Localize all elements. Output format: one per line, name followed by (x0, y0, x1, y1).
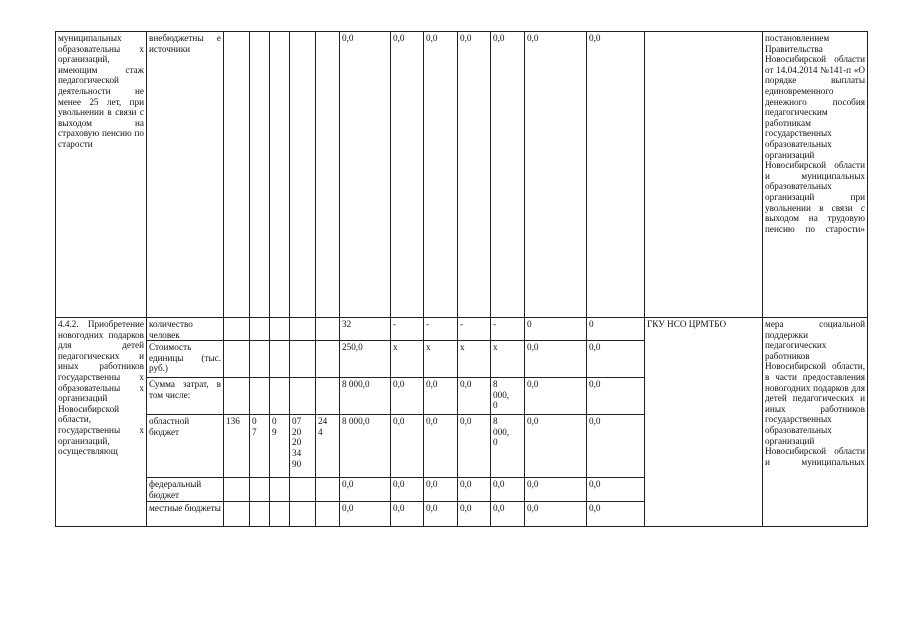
value-cell: 0,0 (458, 502, 491, 527)
code-cell (290, 378, 316, 415)
code-cell (316, 341, 340, 378)
value-cell: х (424, 341, 458, 378)
value-cell: 8 000,0 (340, 415, 391, 478)
code-cell (270, 378, 290, 415)
code-cell (224, 478, 250, 502)
value-cell: 0,0 (340, 32, 391, 318)
value-cell: х (491, 341, 525, 378)
code-cell: 0 7 (250, 415, 270, 478)
code-cell (290, 318, 316, 341)
code-cell: 07 20 20 34 90 (290, 415, 316, 478)
indicator-label-cell: Стоимость единицы (тыс. руб.) (147, 341, 224, 378)
value-cell: 32 (340, 318, 391, 341)
value-cell: 0,0 (587, 478, 645, 502)
value-cell: 0,0 (525, 502, 587, 527)
indicator-label-cell: местные бюджеты (147, 502, 224, 527)
result-cell: постановлением Правительства Новосибирской области от 14.04.2014 №141-п «О порядке выплаты единовременного денежного пособия педагогическим работникам государственных образовательных организаций Новосибирской области и муниципальных образовательных организаций при увольнении в связи с выходом на трудовую пенсию по старости» (763, 32, 868, 318)
value-cell: 0,0 (424, 478, 458, 502)
value-cell: - (391, 318, 424, 341)
value-cell: 0,0 (587, 341, 645, 378)
value-cell: 0,0 (424, 415, 458, 478)
code-cell (224, 341, 250, 378)
code-cell (270, 341, 290, 378)
table-row (56, 318, 868, 341)
value-cell: 0,0 (491, 502, 525, 527)
value-cell: 0,0 (391, 415, 424, 478)
code-cell (316, 502, 340, 527)
code-cell (316, 378, 340, 415)
value-cell: 0 (525, 318, 587, 341)
value-cell: 0,0 (525, 32, 587, 318)
value-cell: 8 000, 0 (491, 378, 525, 415)
value-cell: 0 (587, 318, 645, 341)
code-cell (316, 318, 340, 341)
code-cell (250, 341, 270, 378)
value-cell: - (424, 318, 458, 341)
value-cell: 0,0 (424, 378, 458, 415)
indicator-label-cell: количество человек (147, 318, 224, 341)
code-cell (250, 32, 270, 318)
code-cell (224, 318, 250, 341)
code-cell (316, 32, 340, 318)
event-name-cell: 4.4.2. Приобретение новогодних подарков для детей педагогических и иных работников государственны х образовательны х организаций Новосибирской области, государственны х организаций, осуществляющ (56, 318, 147, 527)
value-cell: 0,0 (587, 32, 645, 318)
value-cell: х (391, 341, 424, 378)
program-measures-table (55, 31, 868, 527)
code-cell (250, 318, 270, 341)
value-cell: - (458, 318, 491, 341)
value-cell: 0,0 (340, 478, 391, 502)
code-cell (224, 32, 250, 318)
code-cell (290, 32, 316, 318)
value-cell: 0,0 (458, 478, 491, 502)
event-name-cell: муниципальных образовательны х организаций, имеющим стаж педагогической деятельности не менее 25 лет, при увольнении в связи с выходом на страховую пенсию по старости (56, 32, 147, 318)
indicator-label-cell: Сумма затрат, в том числе: (147, 378, 224, 415)
value-cell: 8 000,0 (340, 378, 391, 415)
value-cell: 0,0 (458, 415, 491, 478)
value-cell: 0,0 (424, 32, 458, 318)
indicator-label-cell: областной бюджет (147, 415, 224, 478)
value-cell: 0,0 (525, 478, 587, 502)
value-cell: 0,0 (587, 502, 645, 527)
value-cell: 0,0 (391, 478, 424, 502)
result-cell: мера социальной поддержки педагогических работников Новосибирской области, в части предоставления новогодних подарков для детей педагогических и иных работников государственных образовательных организаций Новосибирской области и муниципальных (763, 318, 868, 527)
value-cell: - (491, 318, 525, 341)
code-cell (270, 318, 290, 341)
value-cell: 0,0 (391, 502, 424, 527)
value-cell: 0,0 (525, 415, 587, 478)
code-cell (290, 478, 316, 502)
value-cell: 250,0 (340, 341, 391, 378)
value-cell: 0,0 (458, 32, 491, 318)
code-cell: 24 4 (316, 415, 340, 478)
code-cell (224, 502, 250, 527)
value-cell: 0,0 (491, 32, 525, 318)
executor-cell: ГКУ НСО ЦРМТБО (645, 318, 763, 527)
table-row (56, 32, 868, 318)
code-cell: 0 9 (270, 415, 290, 478)
indicator-label-cell: федеральный бюджет (147, 478, 224, 502)
code-cell (250, 378, 270, 415)
value-cell: 0,0 (391, 32, 424, 318)
value-cell: 0,0 (491, 478, 525, 502)
value-cell: х (458, 341, 491, 378)
value-cell: 0,0 (587, 415, 645, 478)
value-cell: 0,0 (525, 341, 587, 378)
value-cell: 0,0 (458, 378, 491, 415)
value-cell: 8 000, 0 (491, 415, 525, 478)
value-cell: 0,0 (340, 502, 391, 527)
value-cell: 0,0 (424, 502, 458, 527)
value-cell: 0,0 (587, 378, 645, 415)
code-cell (270, 32, 290, 318)
value-cell: 0,0 (525, 378, 587, 415)
code-cell: 136 (224, 415, 250, 478)
code-cell (270, 502, 290, 527)
executor-cell (645, 32, 763, 318)
code-cell (290, 341, 316, 378)
funding-source-cell: внебюджетны е источники (147, 32, 224, 318)
code-cell (250, 478, 270, 502)
code-cell (270, 478, 290, 502)
code-cell (224, 378, 250, 415)
value-cell: 0,0 (391, 378, 424, 415)
code-cell (250, 502, 270, 527)
code-cell (316, 478, 340, 502)
code-cell (290, 502, 316, 527)
